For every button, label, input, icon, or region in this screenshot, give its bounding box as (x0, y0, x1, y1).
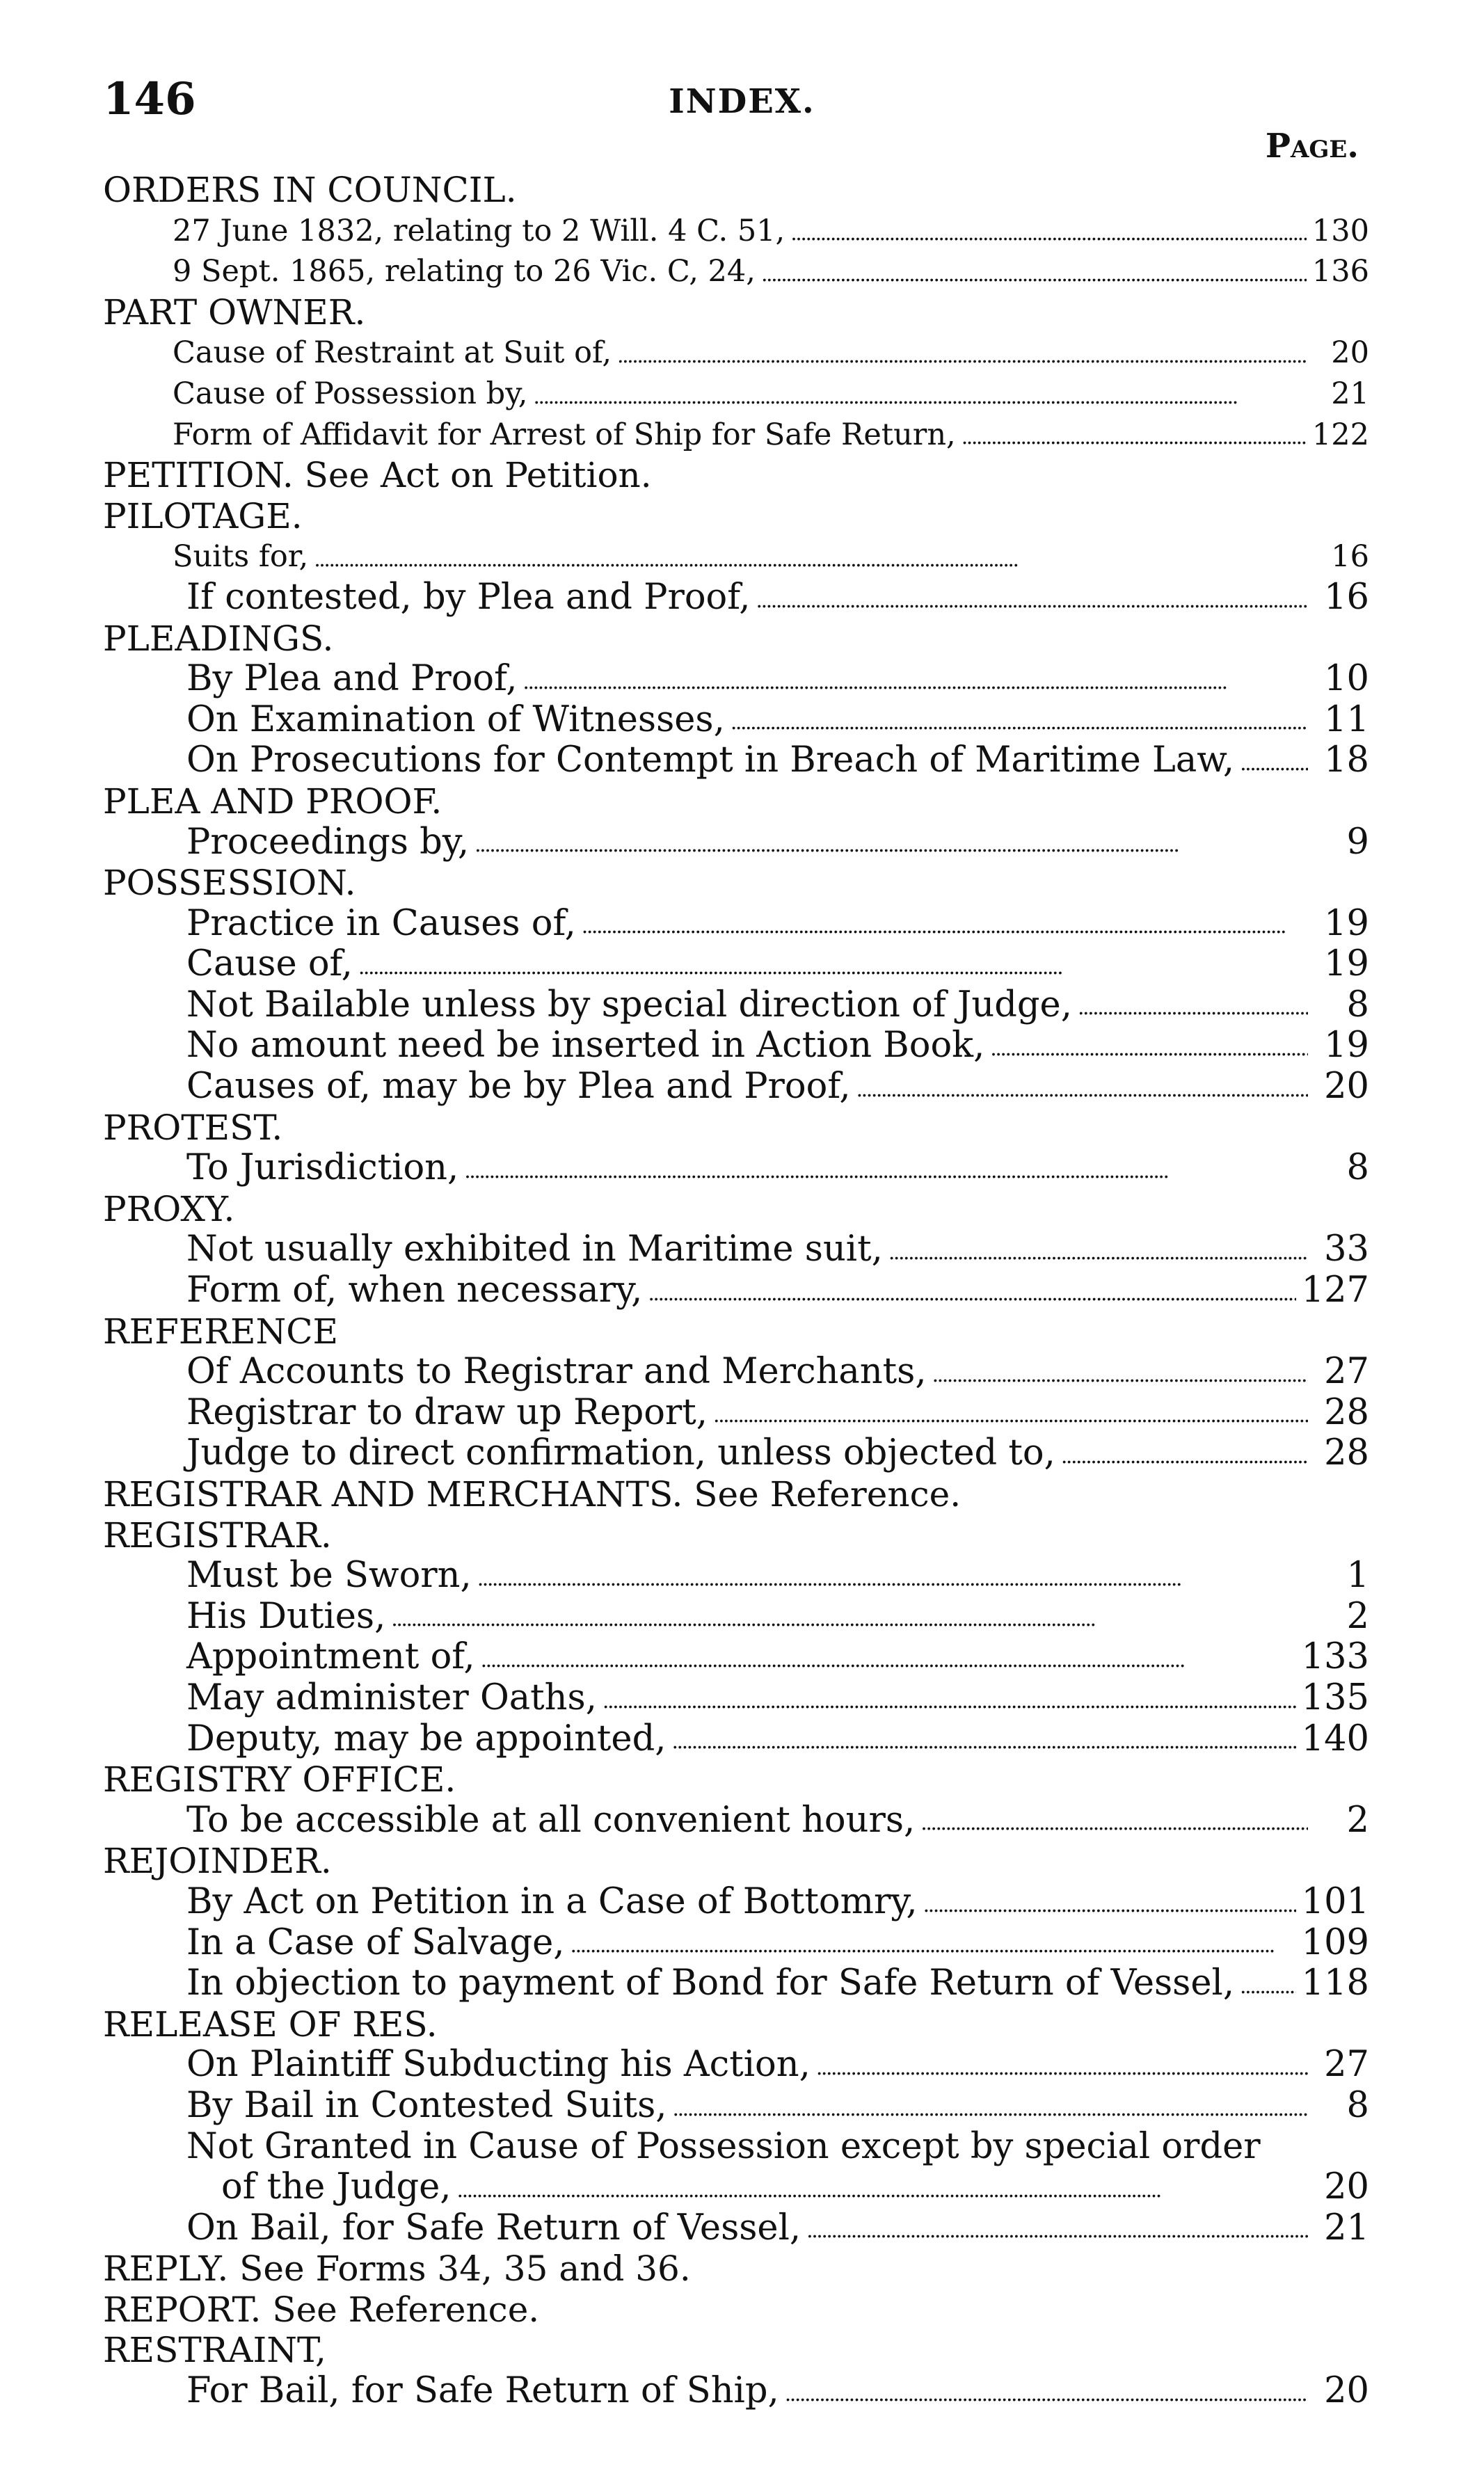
index-entry: To be accessible at all convenient hours, . . . 2 (103, 1800, 1369, 1841)
dot-leader (790, 216, 1307, 251)
index-entry: Cause of Possession by, . . . 21 (103, 374, 1369, 415)
index-entry-continuation: of the Judge, . . . 20 (103, 2167, 1369, 2208)
dot-leader (990, 1032, 1308, 1066)
index-entry: No amount need be inserted in Action Book, . . . 19 (103, 1025, 1369, 1066)
dot-leader (923, 1888, 1296, 1923)
index-entry: Not usually exhibited in Maritime suit, . . . 33 (103, 1229, 1369, 1270)
heading-plea-and-proof: PLEA AND PROOF. (103, 781, 442, 822)
index-entry: Of Accounts to Registrar and Merchants, . . . 27 (103, 1352, 1369, 1393)
dot-leader (358, 950, 1308, 985)
index-entry: On Examination of Witnesses, . . . 11 (103, 700, 1369, 741)
index-entry: For Bail, for Safe Return of Ship, . . . 20 (103, 2371, 1369, 2412)
index-entry: In objection to payment of Bond for Safe Return of Vessel, . . . 118 (103, 1963, 1369, 2004)
dot-leader (391, 1602, 1308, 1637)
dot-leader (806, 2214, 1308, 2248)
heading-reply: REPLY. See Forms 34, 35 and 36. (103, 2248, 691, 2290)
index-entry: Appointment of, . . . 133 (103, 1637, 1369, 1678)
dot-leader (474, 828, 1308, 863)
index-entry: On Plaintiff Subducting his Action, . . . 27 (103, 2045, 1369, 2086)
index-entry: Must be Sworn, . . . 1 (103, 1556, 1369, 1597)
dot-leader (932, 1358, 1308, 1393)
index-entries (103, 170, 1369, 2412)
index-entry: Proceedings by, . . . 9 (103, 822, 1369, 863)
dot-leader (856, 1073, 1308, 1108)
heading-protest: PROTEST. (103, 1107, 283, 1148)
dot-leader (888, 1236, 1308, 1270)
page-column-label: Page. (1265, 127, 1359, 166)
index-entry: Not Bailable unless by special direction of Judge, . . . 8 (103, 985, 1369, 1026)
index-entry: Registrar to draw up Report, . . . 28 (103, 1393, 1369, 1434)
dot-leader (1061, 1439, 1308, 1474)
index-entry: On Bail, for Safe Return of Vessel, . . . 21 (103, 2208, 1369, 2249)
dot-leader (582, 909, 1308, 944)
heading-part-owner: PART OWNER. (103, 291, 366, 333)
index-entry: By Act on Petition in a Case of Bottomry, . . . 101 (103, 1882, 1369, 1923)
heading-registrar-and-merchants: REGISTRAR AND MERCHANTS. See Reference. (103, 1474, 962, 1515)
index-entry: His Duties, . . . 2 (103, 1597, 1369, 1638)
index-entry: Causes of, may be by Plea and Proof, . . . 20 (103, 1066, 1369, 1108)
index-entry: 27 June 1832, relating to 2 Will. 4 C. 51, . . . 130 (103, 211, 1369, 252)
heading-possession: POSSESSION. (103, 863, 356, 904)
index-entry: 9 Sept. 1865, relating to 26 Vic. C, 24, . . . 136 (103, 251, 1369, 292)
dot-leader (761, 257, 1307, 292)
index-entry: Suits for, . . . 16 (103, 536, 1369, 577)
heading-pleadings: PLEADINGS. (103, 618, 334, 659)
dot-leader (522, 665, 1308, 700)
dot-leader (713, 1398, 1308, 1433)
dot-leader (673, 2092, 1308, 2127)
dot-leader (816, 2051, 1308, 2086)
index-entry: May administer Oaths, . . . 135 (103, 1678, 1369, 1719)
index-entry: By Bail in Contested Suits, . . . 8 (103, 2086, 1369, 2127)
heading-orders-in-council: ORDERS IN COUNCIL. (103, 170, 517, 210)
heading-rejoinder: REJOINDER. (103, 1841, 332, 1882)
dot-leader (617, 339, 1308, 374)
dot-leader (648, 1277, 1295, 1311)
dot-leader (1078, 991, 1308, 1025)
heading-restraint: RESTRAINT, (103, 2330, 326, 2371)
dot-leader (785, 2377, 1308, 2412)
dot-leader (1240, 746, 1308, 781)
heading-reference: REFERENCE (103, 1311, 338, 1352)
index-entry: Cause of, . . . 19 (103, 944, 1369, 985)
dot-leader (920, 1806, 1308, 1841)
index-entry: Judge to direct confirmation, unless objected to, . . . 28 (103, 1433, 1369, 1474)
heading-registrar: REGISTRAR. (103, 1515, 332, 1556)
heading-registry-office: REGISTRY OFFICE. (103, 1759, 456, 1800)
heading-pilotage: PILOTAGE. (103, 495, 303, 536)
dot-leader (464, 1154, 1308, 1189)
dot-leader (756, 584, 1308, 618)
dot-leader (731, 705, 1308, 740)
index-entry: Form of Affidavit for Arrest of Ship for Safe Return, . . . 122 (103, 415, 1369, 456)
heading-release-of-res: RELEASE OF RES. (103, 2004, 438, 2045)
page-number: 146 (103, 73, 196, 125)
index-entry: Deputy, may be appointed, . . . 140 (103, 1719, 1369, 1760)
heading-report: REPORT. See Reference. (103, 2289, 540, 2330)
index-entry: In a Case of Salvage, . . . 109 (103, 1923, 1369, 1964)
index-entry: Cause of Restraint at Suit of, . . . 20 (103, 333, 1369, 374)
index-entry: By Plea and Proof, . . . 10 (103, 659, 1369, 700)
dot-leader (457, 2173, 1308, 2208)
dot-leader (477, 1562, 1308, 1597)
dot-leader (314, 543, 1308, 577)
index-entry: Form of, when necessary, . . . 127 (103, 1270, 1369, 1311)
dot-leader (533, 380, 1308, 415)
index-entry: If contested, by Plea and Proof, . . . 16 (103, 577, 1369, 618)
index-entry: To Jurisdiction, . . . 8 (103, 1148, 1369, 1189)
dot-leader (571, 1928, 1296, 1963)
index-entry: Practice in Causes of, . . . 19 (103, 904, 1369, 945)
dot-leader (962, 420, 1307, 455)
page-title: INDEX. (669, 82, 815, 121)
dot-leader (603, 1684, 1296, 1719)
index-entry: Not Granted in Cause of Possession except by special order (186, 2125, 1261, 2167)
heading-petition: PETITION. See Act on Petition. (103, 455, 652, 496)
index-entry: On Prosecutions for Contempt in Breach of Maritime Law, . . . 18 (103, 740, 1369, 781)
dot-leader (481, 1643, 1296, 1678)
dot-leader (1240, 1969, 1296, 2004)
dot-leader (671, 1725, 1295, 1759)
heading-proxy: PROXY. (103, 1188, 235, 1229)
